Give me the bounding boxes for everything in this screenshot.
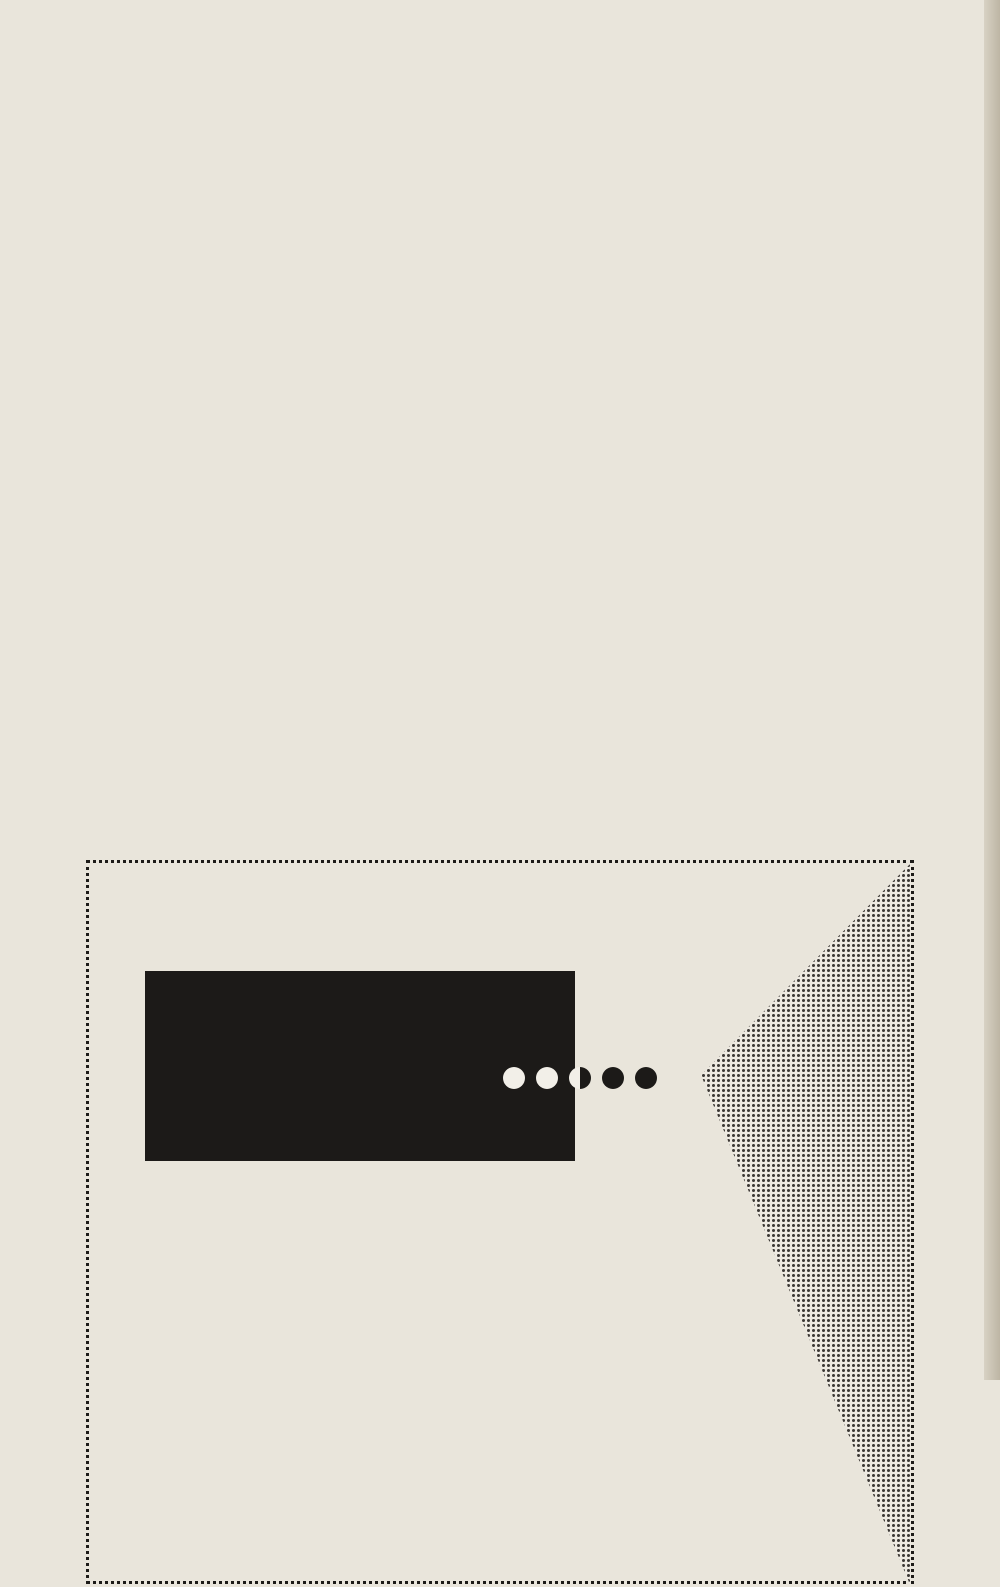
ad-black-panel bbox=[145, 971, 575, 1161]
advertisement bbox=[86, 860, 914, 1584]
ad-dots bbox=[503, 1067, 657, 1089]
page-edge bbox=[984, 0, 1000, 1380]
dot-icon bbox=[602, 1067, 624, 1089]
dot-icon bbox=[536, 1067, 558, 1089]
dot-icon bbox=[569, 1067, 591, 1089]
dot-icon bbox=[503, 1067, 525, 1089]
dot-icon bbox=[635, 1067, 657, 1089]
halftone-triangle-graphic bbox=[701, 863, 911, 1587]
left-column bbox=[82, 108, 492, 118]
right-column bbox=[522, 108, 935, 130]
